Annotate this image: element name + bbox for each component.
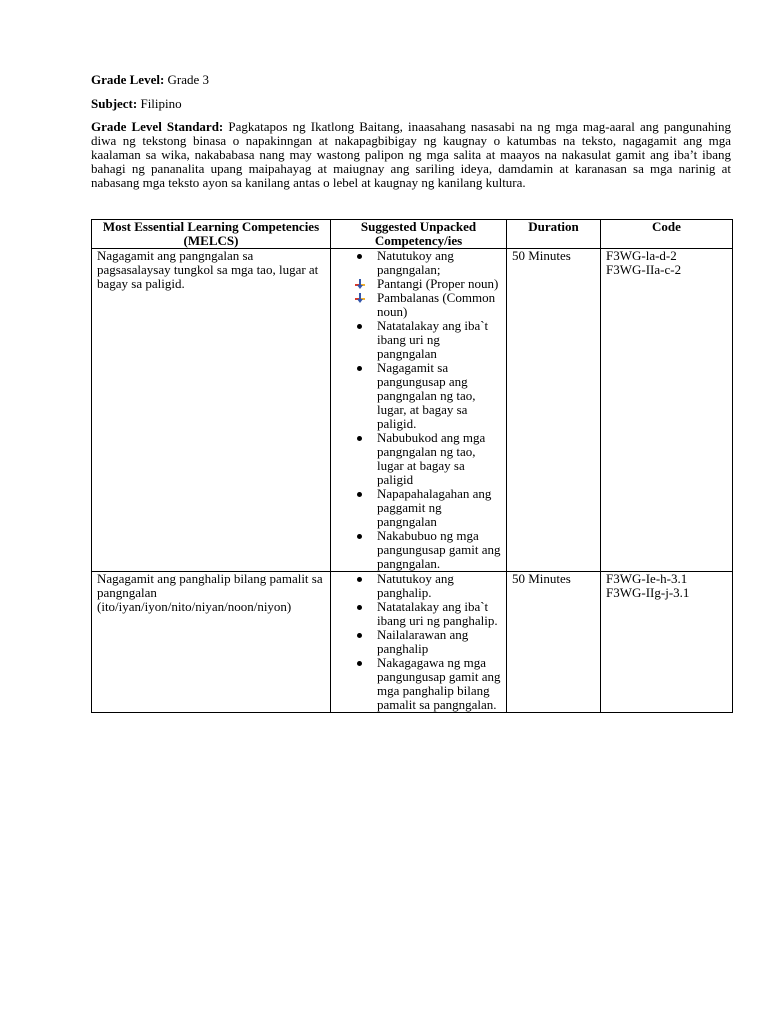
header-melcs: Most Essential Learning Competencies (MELCS) <box>92 220 331 249</box>
sub-list-item <box>331 277 501 291</box>
standard-text: Pagkatapos ng Ikatlong Baitang, inaasahang nasasabi na ng mga mag-aaral ang pangunahing diwa ng tekstong binasa o napakinngan at nakapagbibigay ng kaugnay o katumbas na teksto, nagagamit ang mga kaalaman sa wika, nakababasa nang may wastong palipon ng mga salita at maayos na nakasulat gamit ang iba’t ibang bahagi ng pananalita upang maipahayag at maiugnay ang sariling ideya, damdamin at karanasan sa mga narinig at nabasang mga teksto ayon sa kanilang antas o lebel at kaugnay ng kanilang kultura. <box>91 119 732 190</box>
list-item: Nailalarawan ang panghalip <box>331 628 501 656</box>
header-code: Code <box>601 220 733 249</box>
header-unpacked: Suggested Unpacked Competency/ies <box>331 220 507 249</box>
duration-cell: 50 Minutes <box>507 249 601 572</box>
melc-cell: Nagagamit ang panghalip bilang pamalit sa pangngalan (ito/iyan/iyon/nito/niyan/noon/niyon) <box>92 572 331 713</box>
code-value: F3WG-la-d-2 <box>606 248 677 263</box>
table-row <box>92 249 733 572</box>
list-item: Natutukoy ang panghalip. <box>331 572 501 600</box>
header-duration: Duration <box>507 220 601 249</box>
list-item: Nabubukod ang mga pangngalan ng tao, lugar at bagay sa paligid <box>331 431 501 487</box>
list-item: Natatalakay ang iba`t ibang uri ng pangngalan <box>331 319 501 361</box>
code-value: F3WG-Ie-h-3.1 <box>606 571 688 586</box>
list-item: Napapahalagahan ang paggamit ng pangngalan <box>331 487 501 529</box>
melc-cell: Nagagamit ang pangngalan sa pagsasalaysay tungkol sa mga tao, lugar at bagay sa paligid. <box>92 249 331 572</box>
table-header-row <box>92 220 733 249</box>
list-item-text: Natutukoy ang pangngalan; <box>377 248 454 277</box>
sub-list-item-text: Pantangi (Proper noun) <box>377 276 499 291</box>
code-cell <box>601 572 733 713</box>
list-item: Nagagamit sa pangungusap ang pangngalan ng tao, lugar, at bagay sa paligid. <box>331 361 501 431</box>
subject-label: Subject: <box>91 96 138 111</box>
table-row <box>92 572 733 713</box>
subject-line <box>91 97 182 111</box>
competency-list <box>331 249 501 571</box>
arrow-down-icon <box>355 293 365 304</box>
code-value: F3WG-IIg-j-3.1 <box>606 585 690 600</box>
competency-list <box>331 572 501 712</box>
grade-level-value: Grade 3 <box>167 72 210 87</box>
competency-table <box>91 219 733 713</box>
grade-level-label: Grade Level: <box>91 72 165 87</box>
sub-list-item-text: Pambalanas (Common noun) <box>377 290 496 319</box>
list-item: Nakagagawa ng mga pangungusap gamit ang mga panghalip bilang pamalit sa pangngalan. <box>331 656 501 712</box>
arrow-down-icon <box>355 279 365 290</box>
subject-value: Filipino <box>140 96 182 111</box>
code-value: F3WG-IIa-c-2 <box>606 262 682 277</box>
list-item: Nakabubuo ng mga pangungusap gamit ang pangngalan. <box>331 529 501 571</box>
duration-cell: 50 Minutes <box>507 572 601 713</box>
sub-list <box>331 277 501 319</box>
unpacked-cell <box>331 572 507 713</box>
standard-label: Grade Level Standard: <box>91 119 224 134</box>
code-cell <box>601 249 733 572</box>
list-item <box>331 249 501 319</box>
grade-level-standard <box>91 120 731 190</box>
list-item: Natatalakay ang iba`t ibang uri ng panghalip. <box>331 600 501 628</box>
grade-level-line <box>91 73 209 87</box>
sub-list-item <box>331 291 501 319</box>
unpacked-cell <box>331 249 507 572</box>
